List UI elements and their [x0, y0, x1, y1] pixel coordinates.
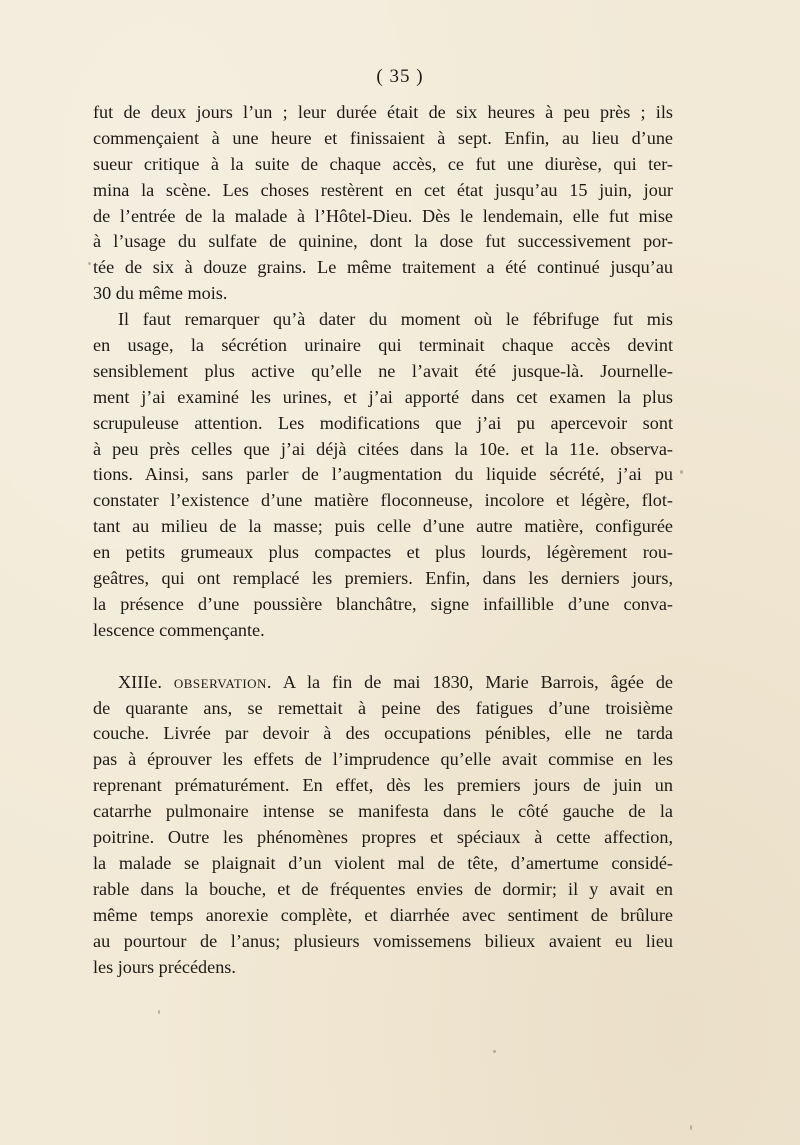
text-line: fut de deux jours l’un ; leur durée était de six heures à peu près ; ils [93, 102, 673, 122]
text-line: à peu près celles que j’ai déjà citées dans la 10e. et la 11e. observa- [93, 438, 673, 459]
paragraph-1 [93, 100, 673, 307]
text-line: de quarante ans, se remettait à peine des fatigues d’une troisième [93, 697, 673, 718]
text-line: en usage, la sécrétion urinaire qui terminait chaque accès devint [93, 335, 673, 356]
body-text [93, 100, 673, 980]
text-line: mina la scène. Les choses restèrent en cet état jusqu’au 15 juin, jour [93, 179, 673, 200]
text-line: reprenant prématurément. En effet, dès les premiers jours de juin un [93, 775, 673, 796]
paper-speck [690, 1125, 692, 1130]
text-line: rable dans la bouche, et de fréquentes envies de dormir; il y avait en [93, 878, 673, 899]
text-line: geâtres, qui ont remplacé les premiers. Enfin, dans les derniers jours, [93, 568, 673, 589]
text-line: même temps anorexie complète, et diarrhée avec sentiment de brûlure [93, 904, 673, 925]
paper-speck [493, 1050, 496, 1053]
text-line: sueur critique à la suite de chaque accès, ce fut une diurèse, qui ter- [93, 153, 673, 174]
text-line: à l’usage du sulfate de quinine, dont la dose fut successivement por- [93, 231, 673, 252]
text-line: la malade se plaignait d’un violent mal de tête, d’amertume considé- [93, 852, 673, 873]
text-line: tée de six à douze grains. Le même traitement a été continué jusqu’au [93, 257, 673, 278]
text-line: constater l’existence d’une matière floconneuse, incolore et légère, flot- [93, 490, 673, 511]
text-line: catarrhe pulmonaire intense se manifesta dans le côté gauche de la [93, 801, 673, 822]
observation-first-line: A la fin de mai 1830, Marie Barrois, âgée de [282, 671, 674, 692]
text-line: tant au milieu de la masse; puis celle d’une autre matière, configurée [93, 516, 673, 537]
text-line: scrupuleuse attention. Les modifications que j’ai pu apercevoir sont [93, 412, 673, 433]
text-line: les jours précédens. [93, 956, 236, 977]
text-line: 30 du même mois. [93, 283, 228, 304]
observation-number: XIIIe. [118, 671, 162, 692]
paragraph-3-observation [93, 670, 673, 981]
text-line: commençaient à une heure et finissaient à sept. Enfin, au lieu d’une [93, 127, 673, 148]
observation-label: observation. [173, 671, 272, 692]
text-line: Il faut remarquer qu’à dater du moment où le fébrifuge fut mis [118, 309, 673, 330]
text-line: lescence commençante. [93, 619, 265, 640]
text-line: au pourtour de l’anus; plusieurs vomissemens bilieux avaient eu lieu [93, 930, 673, 951]
paper-speck [158, 1010, 160, 1014]
paragraph-gap [93, 644, 673, 670]
text-line: sensiblement plus active qu’elle ne l’avait été jusque-là. Journelle- [93, 360, 673, 381]
paper-speck [88, 262, 91, 265]
paper-speck [680, 470, 683, 474]
observation-heading-line [93, 670, 673, 696]
text-line: ment j’ai examiné les urines, et j’ai apporté dans cet examen la plus [93, 386, 673, 407]
text-line: tions. Ainsi, sans parler de l’augmentation du liquide sécrété, j’ai pu [93, 464, 673, 485]
text-line: la présence d’une poussière blanchâtre, signe infaillible d’une conva- [93, 593, 673, 614]
page-number: ( 35 ) [376, 66, 424, 87]
text-line: de l’entrée de la malade à l’Hôtel-Dieu. Dès le lendemain, elle fut mise [93, 205, 673, 226]
text-line: poitrine. Outre les phénomènes propres et spéciaux à cette affection, [93, 827, 673, 848]
text-line: pas à éprouver les effets de l’imprudence qu’elle avait commise en les [93, 749, 673, 770]
paragraph-2 [93, 307, 673, 644]
text-line: couche. Livrée par devoir à des occupations pénibles, elle ne tarda [93, 723, 673, 744]
text-line: en petits grumeaux plus compactes et plus lourds, légèrement rou- [93, 542, 673, 563]
